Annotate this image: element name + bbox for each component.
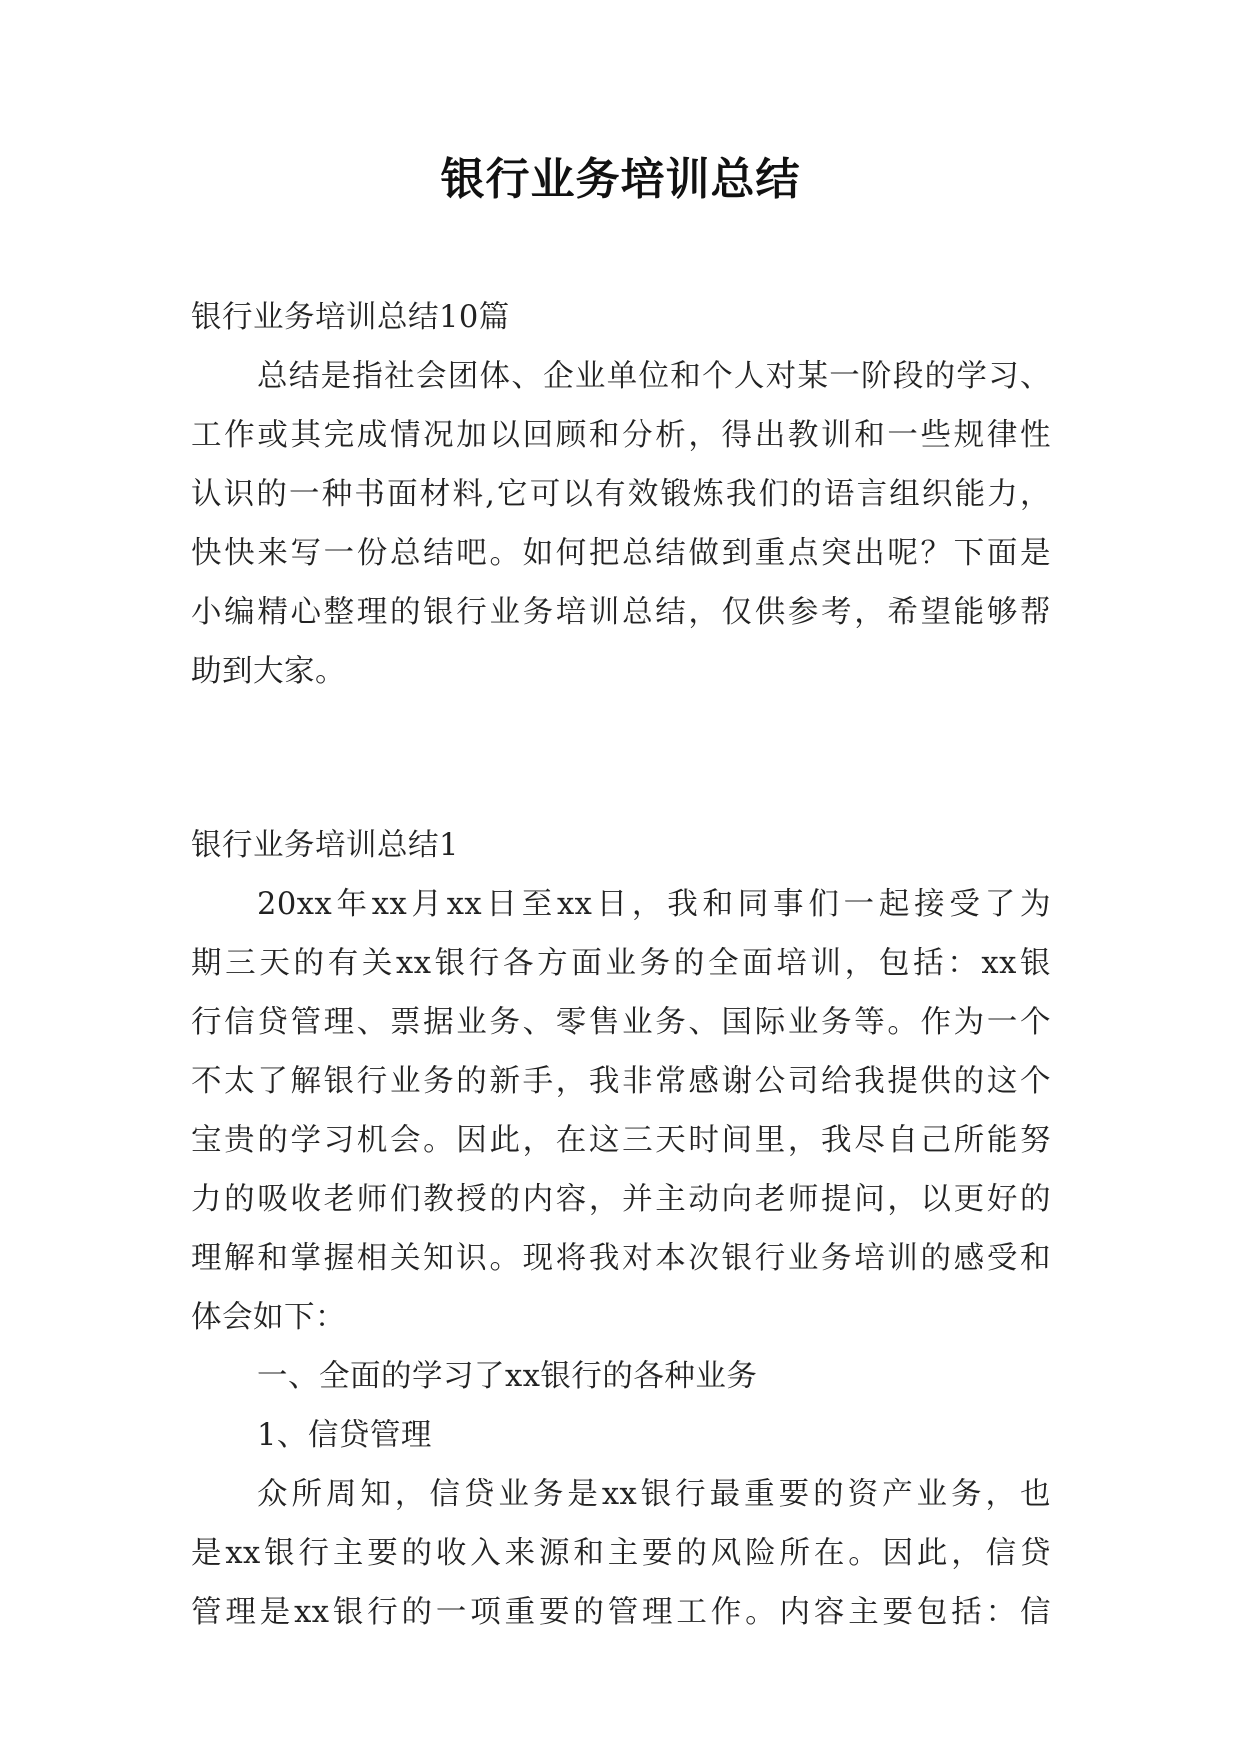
subtitle-line: 银行业务培训总结10篇 bbox=[191, 300, 510, 335]
body-paragraph-line: 众所周知，信贷业务是xx银行最重要的资产业务，也 bbox=[257, 1477, 1051, 1512]
section-heading: 银行业务培训总结1 bbox=[191, 828, 459, 863]
subsection-heading: 一、全面的学习了xx银行的各种业务 bbox=[257, 1359, 758, 1394]
body-paragraph-line: 是xx银行主要的收入来源和主要的风险所在。因此，信贷 bbox=[191, 1536, 1051, 1571]
document-title: 银行业务培训总结 bbox=[440, 154, 801, 205]
body-paragraph-line: 期三天的有关xx银行各方面业务的全面培训，包括：xx银 bbox=[191, 946, 1051, 981]
document-body bbox=[191, 288, 1051, 1642]
intro-paragraph-line: 认识的一种书面材料,它可以有效锻炼我们的语言组织能力， bbox=[191, 477, 1051, 512]
intro-paragraph-line: 工作或其完成情况加以回顾和分析，得出教训和一些规律性 bbox=[191, 418, 1051, 453]
body-paragraph-line: 体会如下： bbox=[191, 1300, 346, 1335]
body-paragraph-line: 管理是xx银行的一项重要的管理工作。内容主要包括：信 bbox=[191, 1595, 1051, 1630]
body-paragraph-line: 宝贵的学习机会。因此，在这三天时间里，我尽自己所能努 bbox=[191, 1123, 1051, 1158]
section-spacer bbox=[191, 701, 1051, 816]
intro-paragraph-line: 快快来写一份总结吧。如何把总结做到重点突出呢？下面是 bbox=[191, 536, 1051, 571]
body-paragraph-line: 行信贷管理、票据业务、零售业务、国际业务等。作为一个 bbox=[191, 1005, 1051, 1040]
intro-paragraph-line: 助到大家。 bbox=[191, 654, 346, 689]
body-paragraph-line: 力的吸收老师们教授的内容，并主动向老师提问，以更好的 bbox=[191, 1182, 1051, 1217]
body-paragraph-line: 理解和掌握相关知识。现将我对本次银行业务培训的感受和 bbox=[191, 1241, 1051, 1276]
body-paragraph-line: 20xx年xx月xx日至xx日，我和同事们一起接受了为 bbox=[257, 887, 1051, 922]
intro-paragraph-line: 总结是指社会团体、企业单位和个人对某一阶段的学习、 bbox=[257, 359, 1051, 394]
item-heading: 1、信贷管理 bbox=[257, 1418, 432, 1453]
body-paragraph-line: 不太了解银行业务的新手，我非常感谢公司给我提供的这个 bbox=[191, 1064, 1051, 1099]
intro-paragraph-line: 小编精心整理的银行业务培训总结，仅供参考，希望能够帮 bbox=[191, 595, 1051, 630]
